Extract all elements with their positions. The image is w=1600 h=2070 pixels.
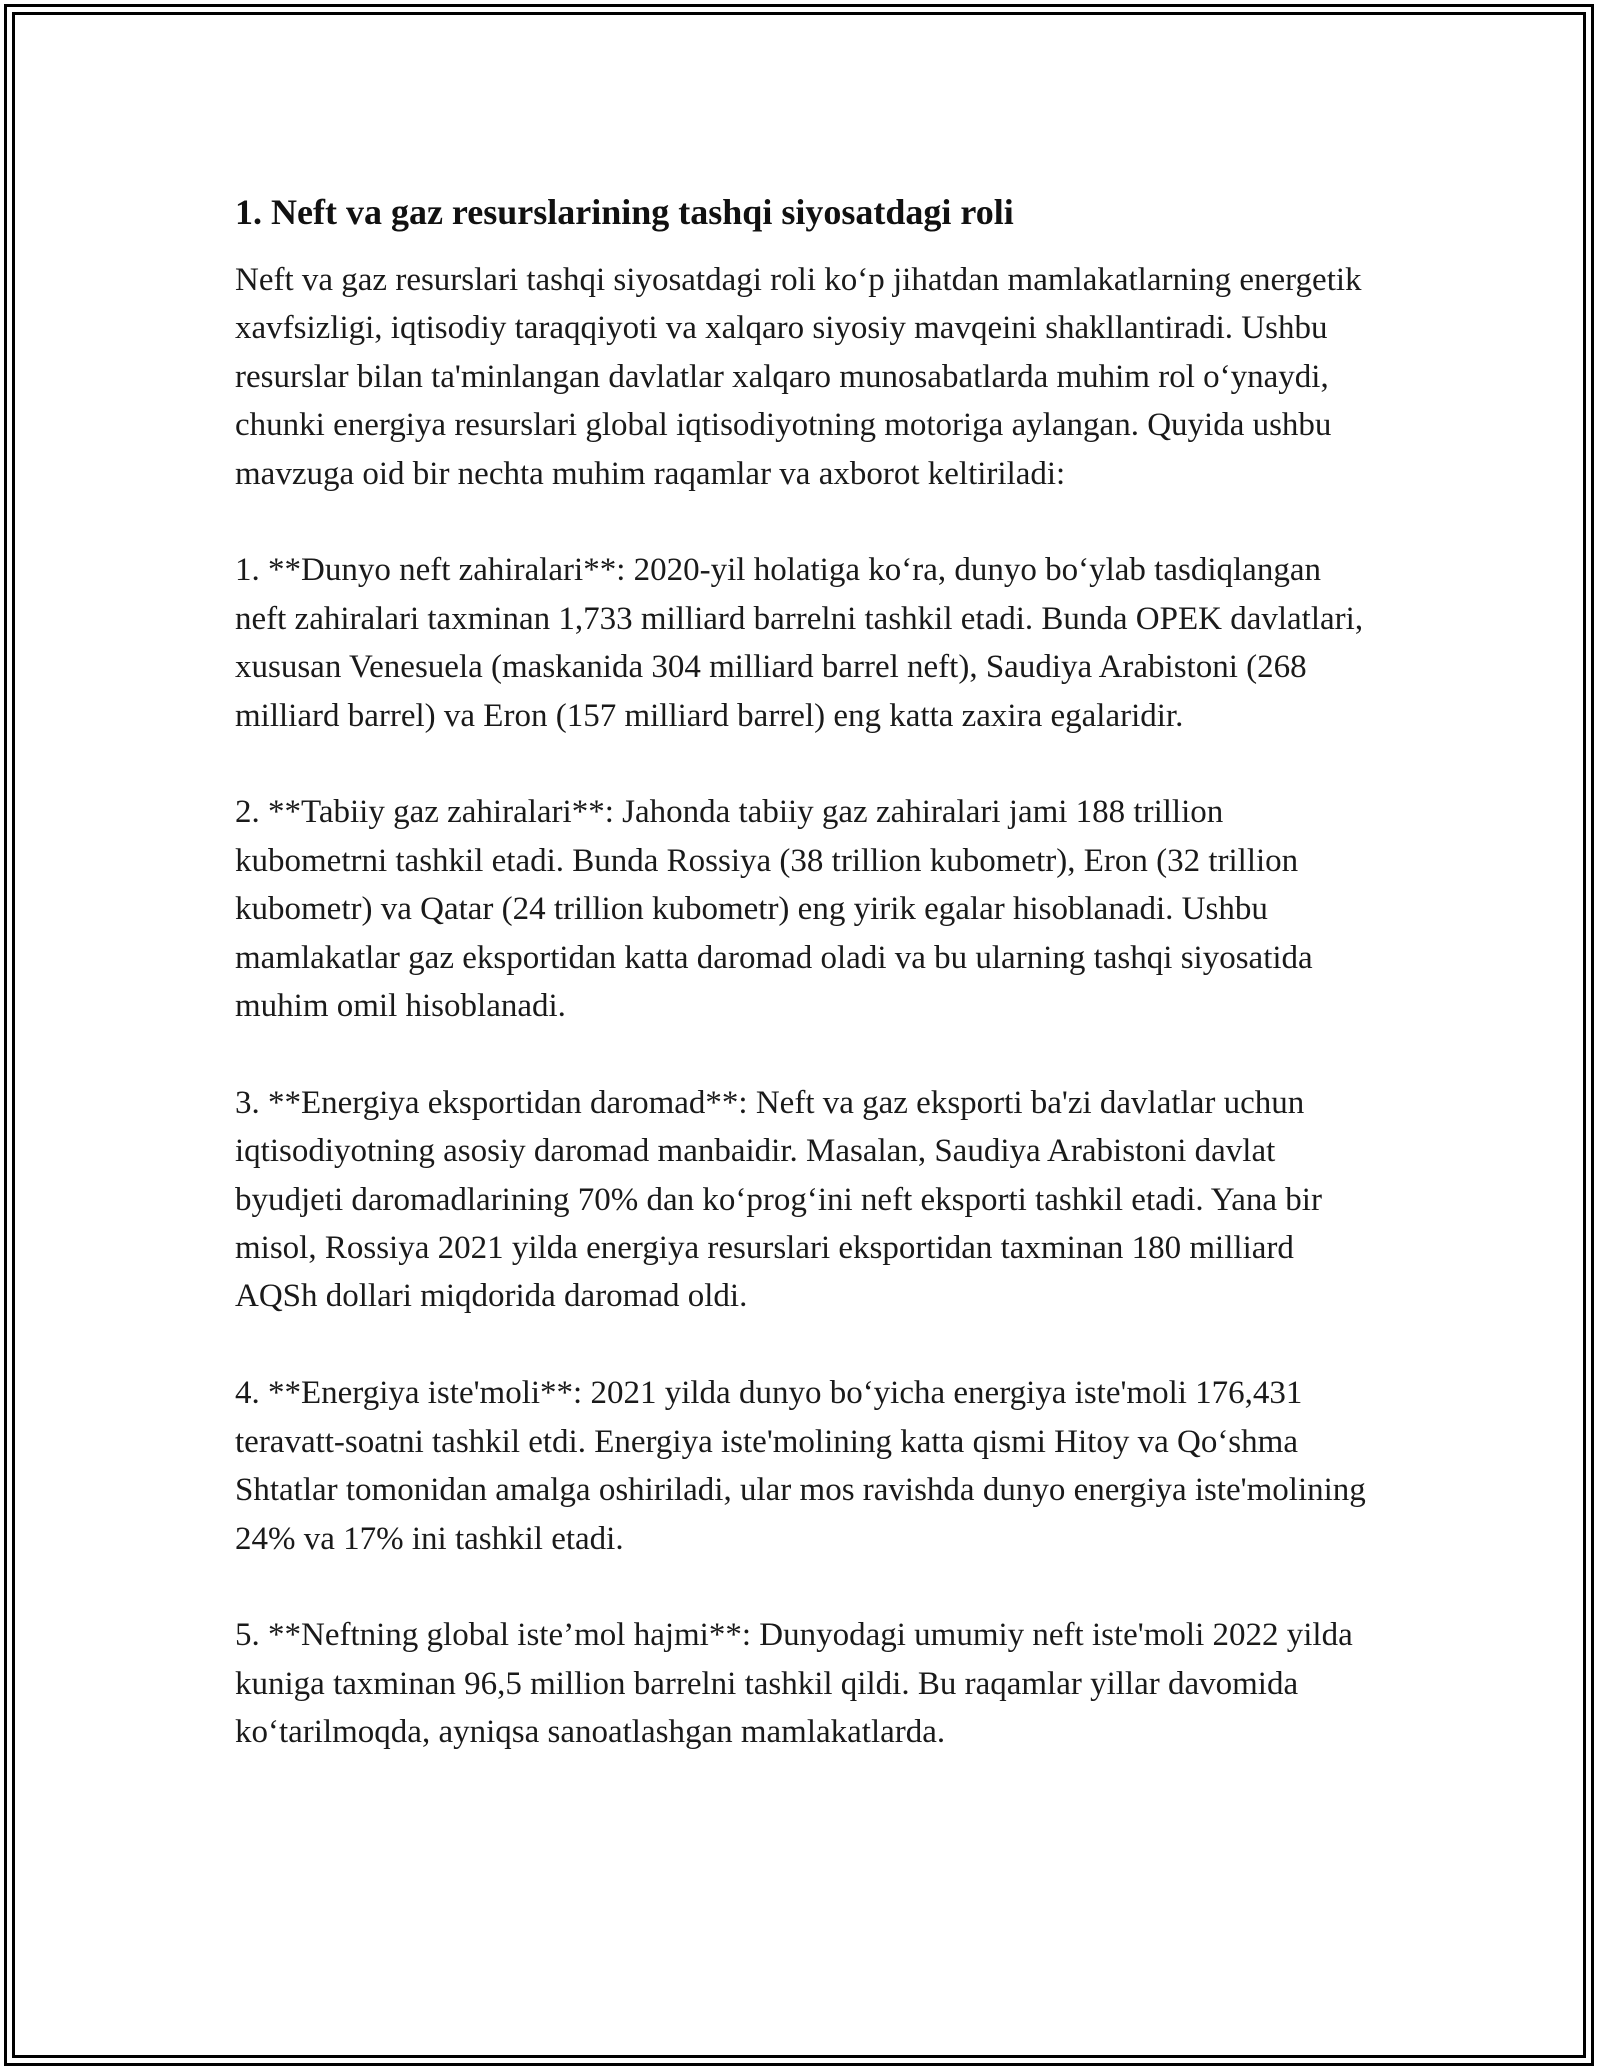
- paragraph-export-revenue: 3. **Energiya eksportidan daromad**: Neft va gaz eksporti ba'zi davlatlar uchun iqtisodiyotning asosiy daromad manbaidir. Masalan, Saudiya Arabistoni davlat byudjeti daromadlarining 70% dan ko‘prog‘ini neft eksporti tashkil etadi. Yana bir misol, Rossiya 2021 yilda energiya resurslari eksportidan taxminan 180 milliard AQSh dollari miqdorida daromad oldi.: [235, 1084, 1322, 1315]
- document-body: [235, 188, 1375, 1805]
- section-heading: 1. Neft va gaz resurslarining tashqi siyosatdagi roli: [235, 192, 1014, 232]
- paragraph-gas-reserves: 2. **Tabiiy gaz zahiralari**: Jahonda tabiiy gaz zahiralari jami 188 trillion kubometrni tashkil etadi. Bunda Rossiya (38 trillion kubometr), Eron (32 trillion kubometr) va Qatar (24 trillion kubometr) eng yirik egalar hisoblanadi. Ushbu mamlakatlar gaz eksportidan katta daromad oladi va bu ularning tashqi siyosatida muhim omil hisoblanadi.: [235, 794, 1313, 1025]
- paragraph-energy-consumption: 4. **Energiya iste'moli**: 2021 yilda dunyo bo‘yicha energiya iste'moli 176,431 teravatt-soatni tashkil etdi. Energiya iste'molining katta qismi Hitoy va Qo‘shma Shtatlar tomonidan amalga oshiriladi, ular mos ravishda dunyo energiya iste'molining 24% va 17% ini tashkil etadi.: [235, 1375, 1366, 1557]
- intro-paragraph: Neft va gaz resurslari tashqi siyosatdagi roli ko‘p jihatdan mamlakatlarning energetik xavfsizligi, iqtisodiy taraqqiyoti va xalqaro siyosiy mavqeini shakllantiradi. Ushbu resurslar bilan ta'minlangan davlatlar xalqaro munosabatlarda muhim rol o‘ynaydi, chunki energiya resurslari global iqtisodiyotning motoriga aylangan. Quyida ushbu mavzuga oid bir nechta muhim raqamlar va axborot keltiriladi:: [235, 262, 1362, 492]
- paragraph-oil-reserves: 1. **Dunyo neft zahiralari**: 2020-yil holatiga ko‘ra, dunyo bo‘ylab tasdiqlangan neft zahiralari taxminan 1,733 milliard barrelni tashkil etadi. Bunda OPEK davlatlari, xususan Venesuela (maskanida 304 milliard barrel neft), Saudiya Arabistoni (268 milliard barrel) va Eron (157 milliard barrel) eng katta zaxira egalaridir.: [235, 552, 1364, 734]
- paragraph-oil-consumption: 5. **Neftning global iste’mol hajmi**: Dunyodagi umumiy neft iste'moli 2022 yilda kuniga taxminan 96,5 million barrelni tashkil qildi. Bu raqamlar yillar davomida ko‘tarilmoqda, ayniqsa sanoatlashgan mamlakatlarda.: [235, 1617, 1353, 1751]
